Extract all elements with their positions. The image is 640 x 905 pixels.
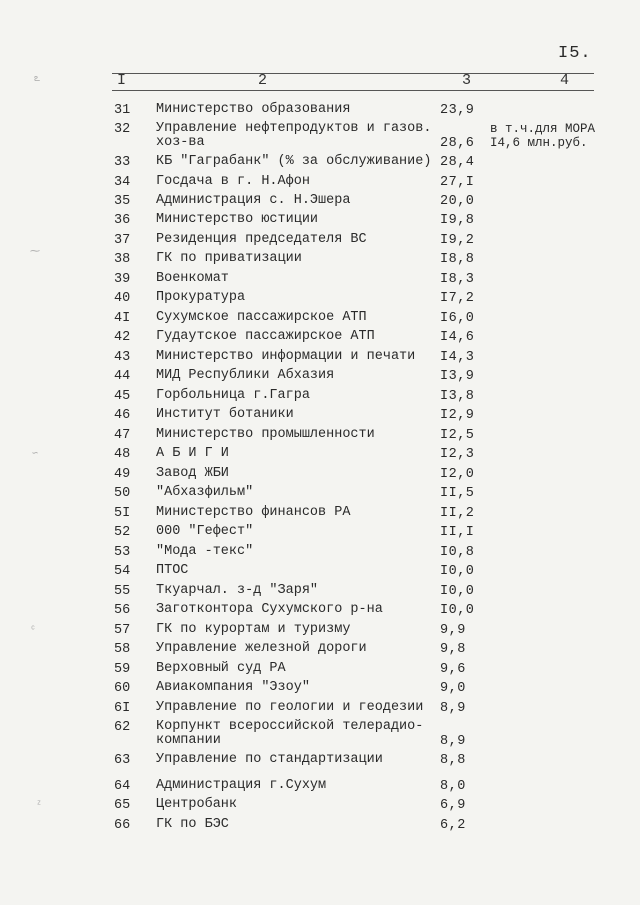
amount-value: II,I: [440, 525, 475, 540]
amount-value: 8,8: [440, 753, 466, 768]
margin-smudge: ᶜ: [30, 625, 37, 636]
amount-value: I0,0: [440, 603, 475, 618]
row-number: 65: [114, 798, 131, 813]
amount-value: 6,9: [440, 798, 466, 813]
row-number: 33: [114, 155, 131, 170]
organization-name: ГК по курортам и туризму: [156, 622, 351, 637]
row-number: 56: [114, 603, 131, 618]
row-number: 32: [114, 122, 131, 137]
amount-value: II,2: [440, 506, 475, 521]
amount-value: I2,9: [440, 408, 475, 423]
amount-value: I4,3: [440, 350, 475, 365]
column-number-1: I: [117, 72, 127, 89]
organization-name: Управление по геологии и геодезии: [156, 700, 424, 715]
organization-name: Авиакомпания "Эзоу": [156, 680, 310, 695]
margin-smudge: ఽ: [34, 74, 40, 85]
organization-name: Министерство образования: [156, 102, 351, 117]
organization-name: Сухумское пассажирское АТП: [156, 310, 367, 325]
organization-name: МИД Республики Абхазия: [156, 368, 335, 383]
organization-name: А Б И Г И: [156, 446, 229, 461]
organization-name: Корпункт всероссийской телерадио- компании: [156, 719, 424, 748]
amount-value: 8,0: [440, 779, 466, 794]
header-bottom-rule: [112, 90, 594, 91]
margin-smudge: ⁓: [30, 247, 40, 258]
amount-value: I4,6: [440, 330, 475, 345]
amount-value: I8,8: [440, 252, 475, 267]
amount-value: I2,0: [440, 467, 475, 482]
organization-name: КБ "Гаграбанк" (% за обслуживание): [156, 154, 432, 169]
amount-value: I8,3: [440, 272, 475, 287]
amount-value: 28,4: [440, 155, 475, 170]
amount-value: 20,0: [440, 194, 475, 209]
column-number-header: [0, 72, 640, 92]
margin-smudge: ᶻ: [36, 800, 43, 811]
row-number: 66: [114, 818, 131, 833]
amount-value: I0,8: [440, 545, 475, 560]
organization-name: Министерство юстиции: [156, 212, 319, 227]
amount-value: 6,2: [440, 818, 466, 833]
organization-name: Резиденция председателя ВС: [156, 232, 367, 247]
organization-name: Ткуарчал. з-д "Заря": [156, 583, 319, 598]
amount-value: I2,3: [440, 447, 475, 462]
organization-name: Министерство информации и печати: [156, 349, 416, 364]
row-number: 35: [114, 194, 131, 209]
amount-value: 9,0: [440, 681, 466, 696]
amount-value: I2,5: [440, 428, 475, 443]
amount-value: 9,9: [440, 623, 466, 638]
amount-value: 23,9: [440, 103, 475, 118]
organization-name: Верховный суд РА: [156, 661, 286, 676]
margin-smudge: ∽: [32, 449, 39, 460]
row-number: 31: [114, 103, 131, 118]
row-number: 38: [114, 252, 131, 267]
row-number: 57: [114, 623, 131, 638]
organization-name: 000 "Гефест": [156, 524, 254, 539]
row-32-note: в т.ч.для МОРА I4,6 млн.руб.: [490, 122, 596, 150]
row-number: 40: [114, 291, 131, 306]
amount-value: II,5: [440, 486, 475, 501]
row-number: 5I: [114, 506, 131, 521]
row-number: 48: [114, 447, 131, 462]
amount-value: 27,I: [440, 175, 475, 190]
column-number-2: 2: [258, 72, 268, 89]
organization-name: "Мода -текс": [156, 544, 254, 559]
organization-name: ГК по БЭС: [156, 817, 229, 832]
row-number: 52: [114, 525, 131, 540]
column-number-3: 3: [462, 72, 472, 89]
row-number: 36: [114, 213, 131, 228]
row-number: 43: [114, 350, 131, 365]
row-number: 64: [114, 779, 131, 794]
organization-name: Институт ботаники: [156, 407, 294, 422]
row-number: 45: [114, 389, 131, 404]
organization-name: Центробанк: [156, 797, 238, 812]
organization-name: Военкомат: [156, 271, 229, 286]
amount-value: 28,6: [440, 136, 475, 151]
row-number: 55: [114, 584, 131, 599]
amount-value: I9,8: [440, 213, 475, 228]
amount-value: I0,0: [440, 584, 475, 599]
organization-name: "Абхазфильм": [156, 485, 254, 500]
organization-name: Управление по стандартизации: [156, 752, 383, 767]
organization-name: Прокуратура: [156, 290, 246, 305]
row-number: 62: [114, 720, 131, 735]
amount-value: 9,8: [440, 642, 466, 657]
amount-value: 9,6: [440, 662, 466, 677]
amount-value: I3,9: [440, 369, 475, 384]
organization-name: Министерство финансов РА: [156, 505, 351, 520]
row-number: 50: [114, 486, 131, 501]
row-number: 39: [114, 272, 131, 287]
row-number: 53: [114, 545, 131, 560]
amount-value: I6,0: [440, 311, 475, 326]
amount-value: 8,9: [440, 734, 466, 749]
row-number: 34: [114, 175, 131, 190]
organization-name: Горбольница г.Гагра: [156, 388, 310, 403]
amount-value: 8,9: [440, 701, 466, 716]
organization-name: Гудаутское пассажирское АТП: [156, 329, 375, 344]
organization-name: Министерство промышленности: [156, 427, 375, 442]
page-number: I5.: [558, 44, 592, 63]
row-number: 59: [114, 662, 131, 677]
organization-name: Управление железной дороги: [156, 641, 367, 656]
amount-value: I0,0: [440, 564, 475, 579]
row-number: 47: [114, 428, 131, 443]
amount-value: I7,2: [440, 291, 475, 306]
column-number-4: 4: [560, 72, 570, 89]
row-number: 42: [114, 330, 131, 345]
row-number: 60: [114, 681, 131, 696]
row-number: 37: [114, 233, 131, 248]
row-number: 54: [114, 564, 131, 579]
amount-value: I3,8: [440, 389, 475, 404]
row-number: 58: [114, 642, 131, 657]
row-number: 63: [114, 753, 131, 768]
row-number: 6I: [114, 701, 131, 716]
organization-name: Заготконтора Сухумского р-на: [156, 602, 383, 617]
organization-name: Управление нефтепродуктов и газов. хоз-ва: [156, 121, 432, 150]
organization-name: Администрация с. Н.Эшера: [156, 193, 351, 208]
organization-name: ПТОС: [156, 563, 189, 578]
organization-name: ГК по приватизации: [156, 251, 302, 266]
row-number: 44: [114, 369, 131, 384]
row-number: 4I: [114, 311, 131, 326]
amount-value: I9,2: [440, 233, 475, 248]
organization-name: Администрация г.Сухум: [156, 778, 327, 793]
organization-name: Госдача в г. Н.Афон: [156, 174, 310, 189]
organization-name: Завод ЖБИ: [156, 466, 229, 481]
row-number: 46: [114, 408, 131, 423]
row-number: 49: [114, 467, 131, 482]
